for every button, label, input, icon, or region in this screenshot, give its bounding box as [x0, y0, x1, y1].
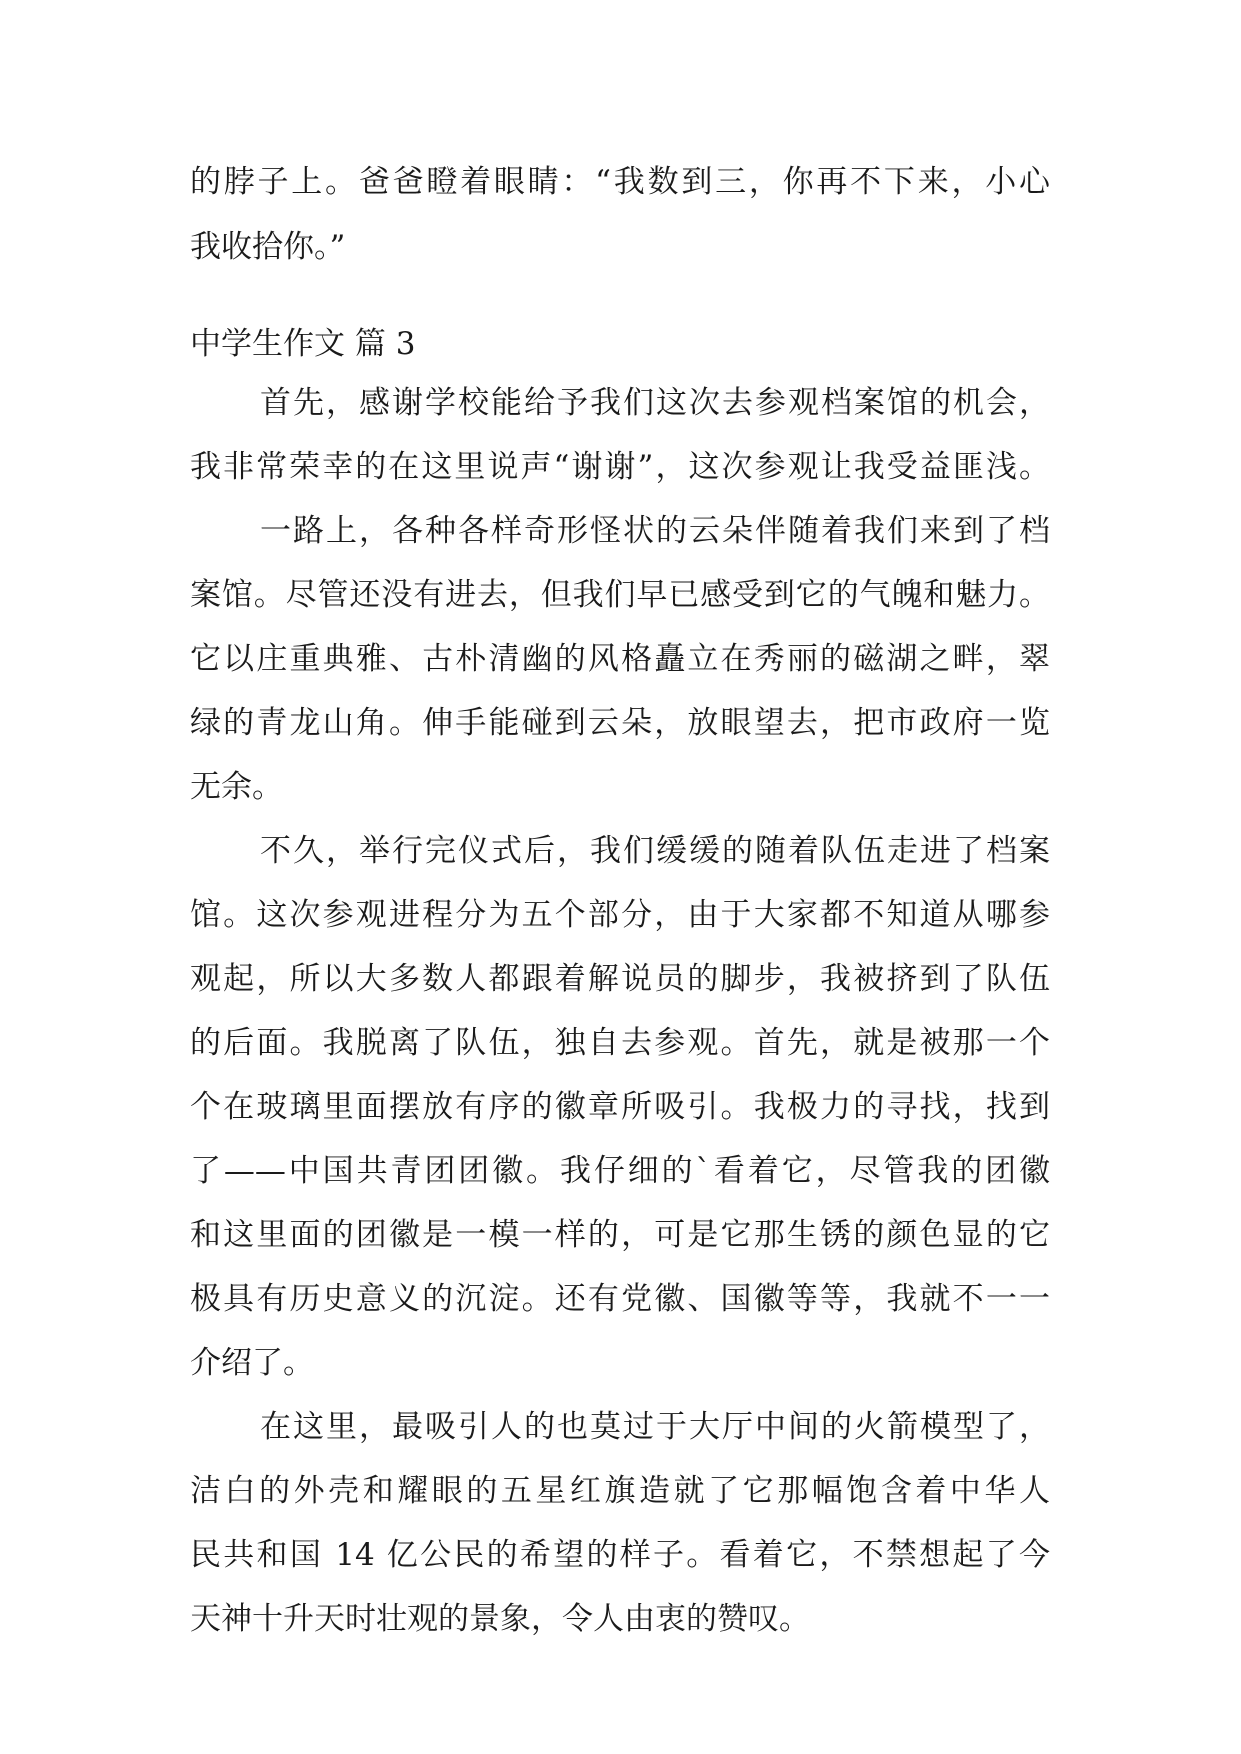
paragraph-3-line-3: 观起，所以大多数人都跟着解说员的脚步，我被挤到了队伍: [190, 961, 1050, 997]
paragraph-2-line-5: 无余。: [190, 769, 283, 805]
paragraph-1-line-1: 首先，感谢学校能给予我们这次去参观档案馆的机会，: [260, 385, 1050, 421]
continuation-line-1: 的脖子上。爸爸瞪着眼睛：“我数到三，你再不下来，小心: [190, 164, 1050, 200]
paragraph-4-line-2: 洁白的外壳和耀眼的五星红旗造就了它那幅饱含着中华人: [190, 1473, 1050, 1509]
paragraph-3-line-2: 馆。这次参观进程分为五个部分，由于大家都不知道从哪参: [190, 897, 1050, 933]
paragraph-3-line-8: 极具有历史意义的沉淀。还有党徽、国徽等等，我就不一一: [190, 1281, 1050, 1317]
section-title: 中学生作文 篇 3: [190, 326, 416, 362]
paragraph-2-line-1: 一路上，各种各样奇形怪状的云朵伴随着我们来到了档: [260, 513, 1050, 549]
paragraph-3-line-4: 的后面。我脱离了队伍，独自去参观。首先，就是被那一个: [190, 1025, 1050, 1061]
paragraph-4-line-4: 天神十升天时壮观的景象，令人由衷的赞叹。: [190, 1601, 810, 1637]
paragraph-4-line-3: 民共和国 14 亿公民的希望的样子。看着它，不禁想起了今: [190, 1537, 1050, 1573]
paragraph-1-line-2: 我非常荣幸的在这里说声“谢谢”，这次参观让我受益匪浅。: [190, 449, 1050, 485]
continuation-line-2: 我收拾你。”: [190, 229, 346, 265]
paragraph-3-line-7: 和这里面的团徽是一模一样的，可是它那生锈的颜色显的它: [190, 1217, 1050, 1253]
paragraph-3-line-9: 介绍了。: [190, 1345, 314, 1381]
paragraph-3-line-1: 不久，举行完仪式后，我们缓缓的随着队伍走进了档案: [260, 833, 1050, 869]
paragraph-4-line-1: 在这里，最吸引人的也莫过于大厅中间的火箭模型了，: [260, 1409, 1050, 1445]
paragraph-3-line-5: 个在玻璃里面摆放有序的徽章所吸引。我极力的寻找，找到: [190, 1089, 1050, 1125]
paragraph-2-line-2: 案馆。尽管还没有进去，但我们早已感受到它的气魄和魅力。: [190, 577, 1050, 613]
paragraph-2-line-3: 它以庄重典雅、古朴清幽的风格矗立在秀丽的磁湖之畔，翠: [190, 641, 1050, 677]
paragraph-2-line-4: 绿的青龙山角。伸手能碰到云朵，放眼望去，把市政府一览: [190, 705, 1050, 741]
paragraph-3-line-6: 了——中国共青团团徽。我仔细的`看着它，尽管我的团徽: [190, 1153, 1050, 1189]
